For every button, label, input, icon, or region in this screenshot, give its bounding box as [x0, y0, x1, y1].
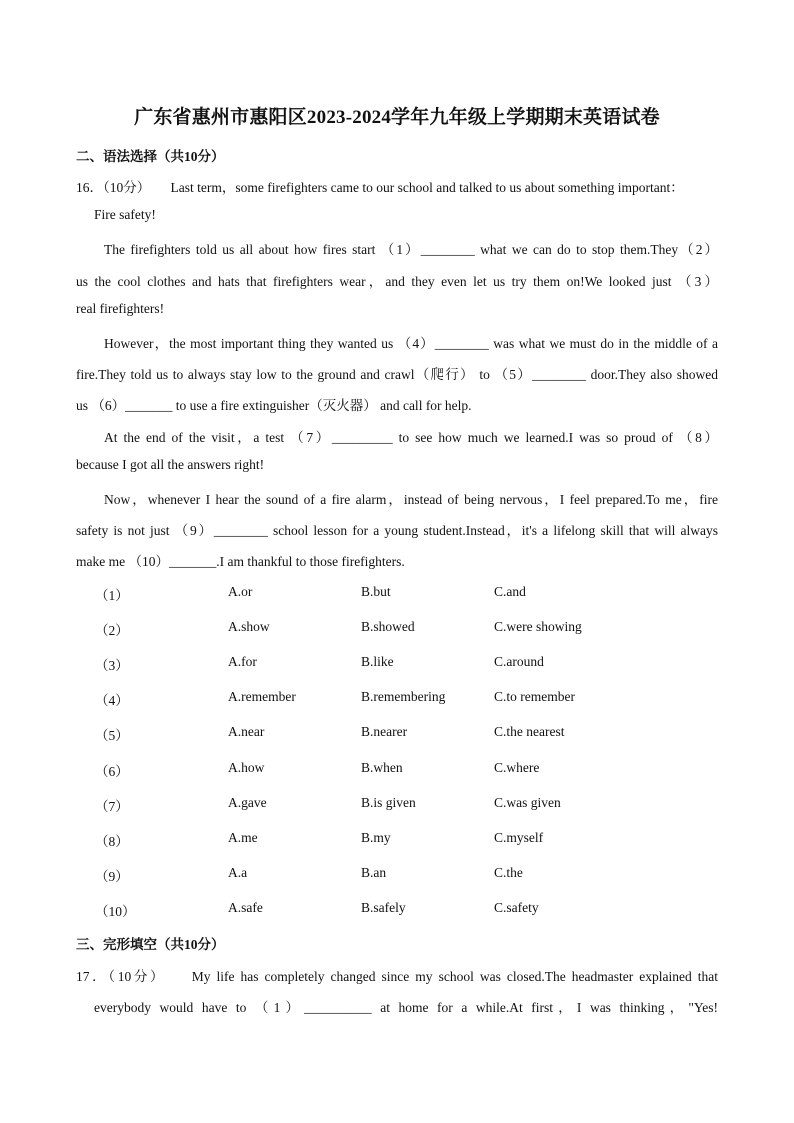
option-a: A.for [228, 654, 257, 669]
option-c: C.to remember [494, 689, 575, 704]
passage-line: Fire safety! [94, 207, 156, 222]
passage-line: everybody would have to （1）__________ at home for a while.At first，I was thinking，"Yes! [94, 1000, 718, 1015]
option-b: B.showed [361, 619, 415, 634]
option-row [95, 724, 655, 744]
option-c: C.and [494, 584, 526, 599]
option-number: （2） [95, 623, 129, 638]
option-b: B.my [361, 830, 391, 845]
passage-line: Now，whenever I hear the sound of a fire alarm，instead of being nervous，I feel prepared.To me，fire [104, 492, 718, 507]
option-b: B.when [361, 760, 403, 775]
option-row [95, 830, 655, 850]
option-b: B.is given [361, 795, 416, 810]
option-c: C.the nearest [494, 724, 565, 739]
option-a: A.or [228, 584, 253, 599]
option-row [95, 865, 655, 885]
section-heading-cloze: 三、完形填空（共10分） [76, 937, 225, 952]
section-heading-grammar: 二、语法选择（共10分） [76, 149, 225, 164]
option-c: C.the [494, 865, 523, 880]
passage-line: The firefighters told us all about how fires start （1）________ what we can do to stop them.They（2） [104, 242, 718, 257]
option-b: B.nearer [361, 724, 408, 739]
passage-line: because I got all the answers right! [76, 457, 265, 472]
option-number: （5） [95, 728, 129, 743]
option-row [95, 900, 655, 920]
passage-line: us （6）_______ to use a fire extinguisher（灭火器） and call for help. [76, 398, 472, 413]
option-a: A.how [228, 760, 265, 775]
option-number: （3） [95, 658, 129, 673]
option-a: A.near [228, 724, 265, 739]
option-a: A.gave [228, 795, 267, 810]
option-a: A.safe [228, 900, 263, 915]
option-a: A.show [228, 619, 270, 634]
passage-line: make me （10）_______.I am thankful to those firefighters. [76, 554, 405, 569]
passage-line: At the end of the visit，a test （7）_________ to see how much we learned.I was so proud of （8） [104, 430, 718, 445]
passage-line: real firefighters! [76, 301, 165, 316]
option-row [95, 795, 655, 815]
option-number: （1） [95, 588, 129, 603]
option-row [95, 689, 655, 709]
option-number: （6） [95, 764, 129, 779]
question-16-header: 16．（10分） Last term，some firefighters came to our school and talked to us about something important： [76, 180, 684, 195]
page-title: 广东省惠州市惠阳区2023-2024学年九年级上学期期末英语试卷 [134, 107, 660, 128]
option-number: （7） [95, 799, 129, 814]
option-row [95, 584, 655, 604]
question-17-header: 17．（10分） My life has completely changed since my school was closed.The headmaster explained that [76, 969, 718, 984]
passage-line: However，the most important thing they wanted us （4）________ was what we must do in the middle of a [104, 336, 718, 351]
option-number: （8） [95, 834, 129, 849]
option-b: B.remembering [361, 689, 446, 704]
option-number: （9） [95, 869, 129, 884]
option-row [95, 654, 655, 674]
option-c: C.where [494, 760, 540, 775]
option-number: （10） [95, 904, 136, 919]
option-row [95, 760, 655, 780]
option-b: B.an [361, 865, 387, 880]
passage-line: safety is not just （9）________ school lesson for a young student.Instead，it's a lifelong skill that will always [76, 523, 718, 538]
option-row [95, 619, 655, 639]
option-c: C.around [494, 654, 544, 669]
option-c: C.were showing [494, 619, 582, 634]
option-c: C.was given [494, 795, 561, 810]
option-a: A.a [228, 865, 248, 880]
option-c: C.myself [494, 830, 544, 845]
option-b: B.but [361, 584, 391, 599]
option-b: B.like [361, 654, 394, 669]
option-b: B.safely [361, 900, 406, 915]
option-number: （4） [95, 693, 129, 708]
option-a: A.remember [228, 689, 296, 704]
passage-line: fire.They told us to always stay low to the ground and crawl（爬行） to （5）________ door.They also showed [76, 367, 718, 382]
option-c: C.safety [494, 900, 539, 915]
passage-line: us the cool clothes and hats that firefighters wear，and they even let us try them on!We looked just （3） [76, 274, 718, 289]
option-a: A.me [228, 830, 258, 845]
